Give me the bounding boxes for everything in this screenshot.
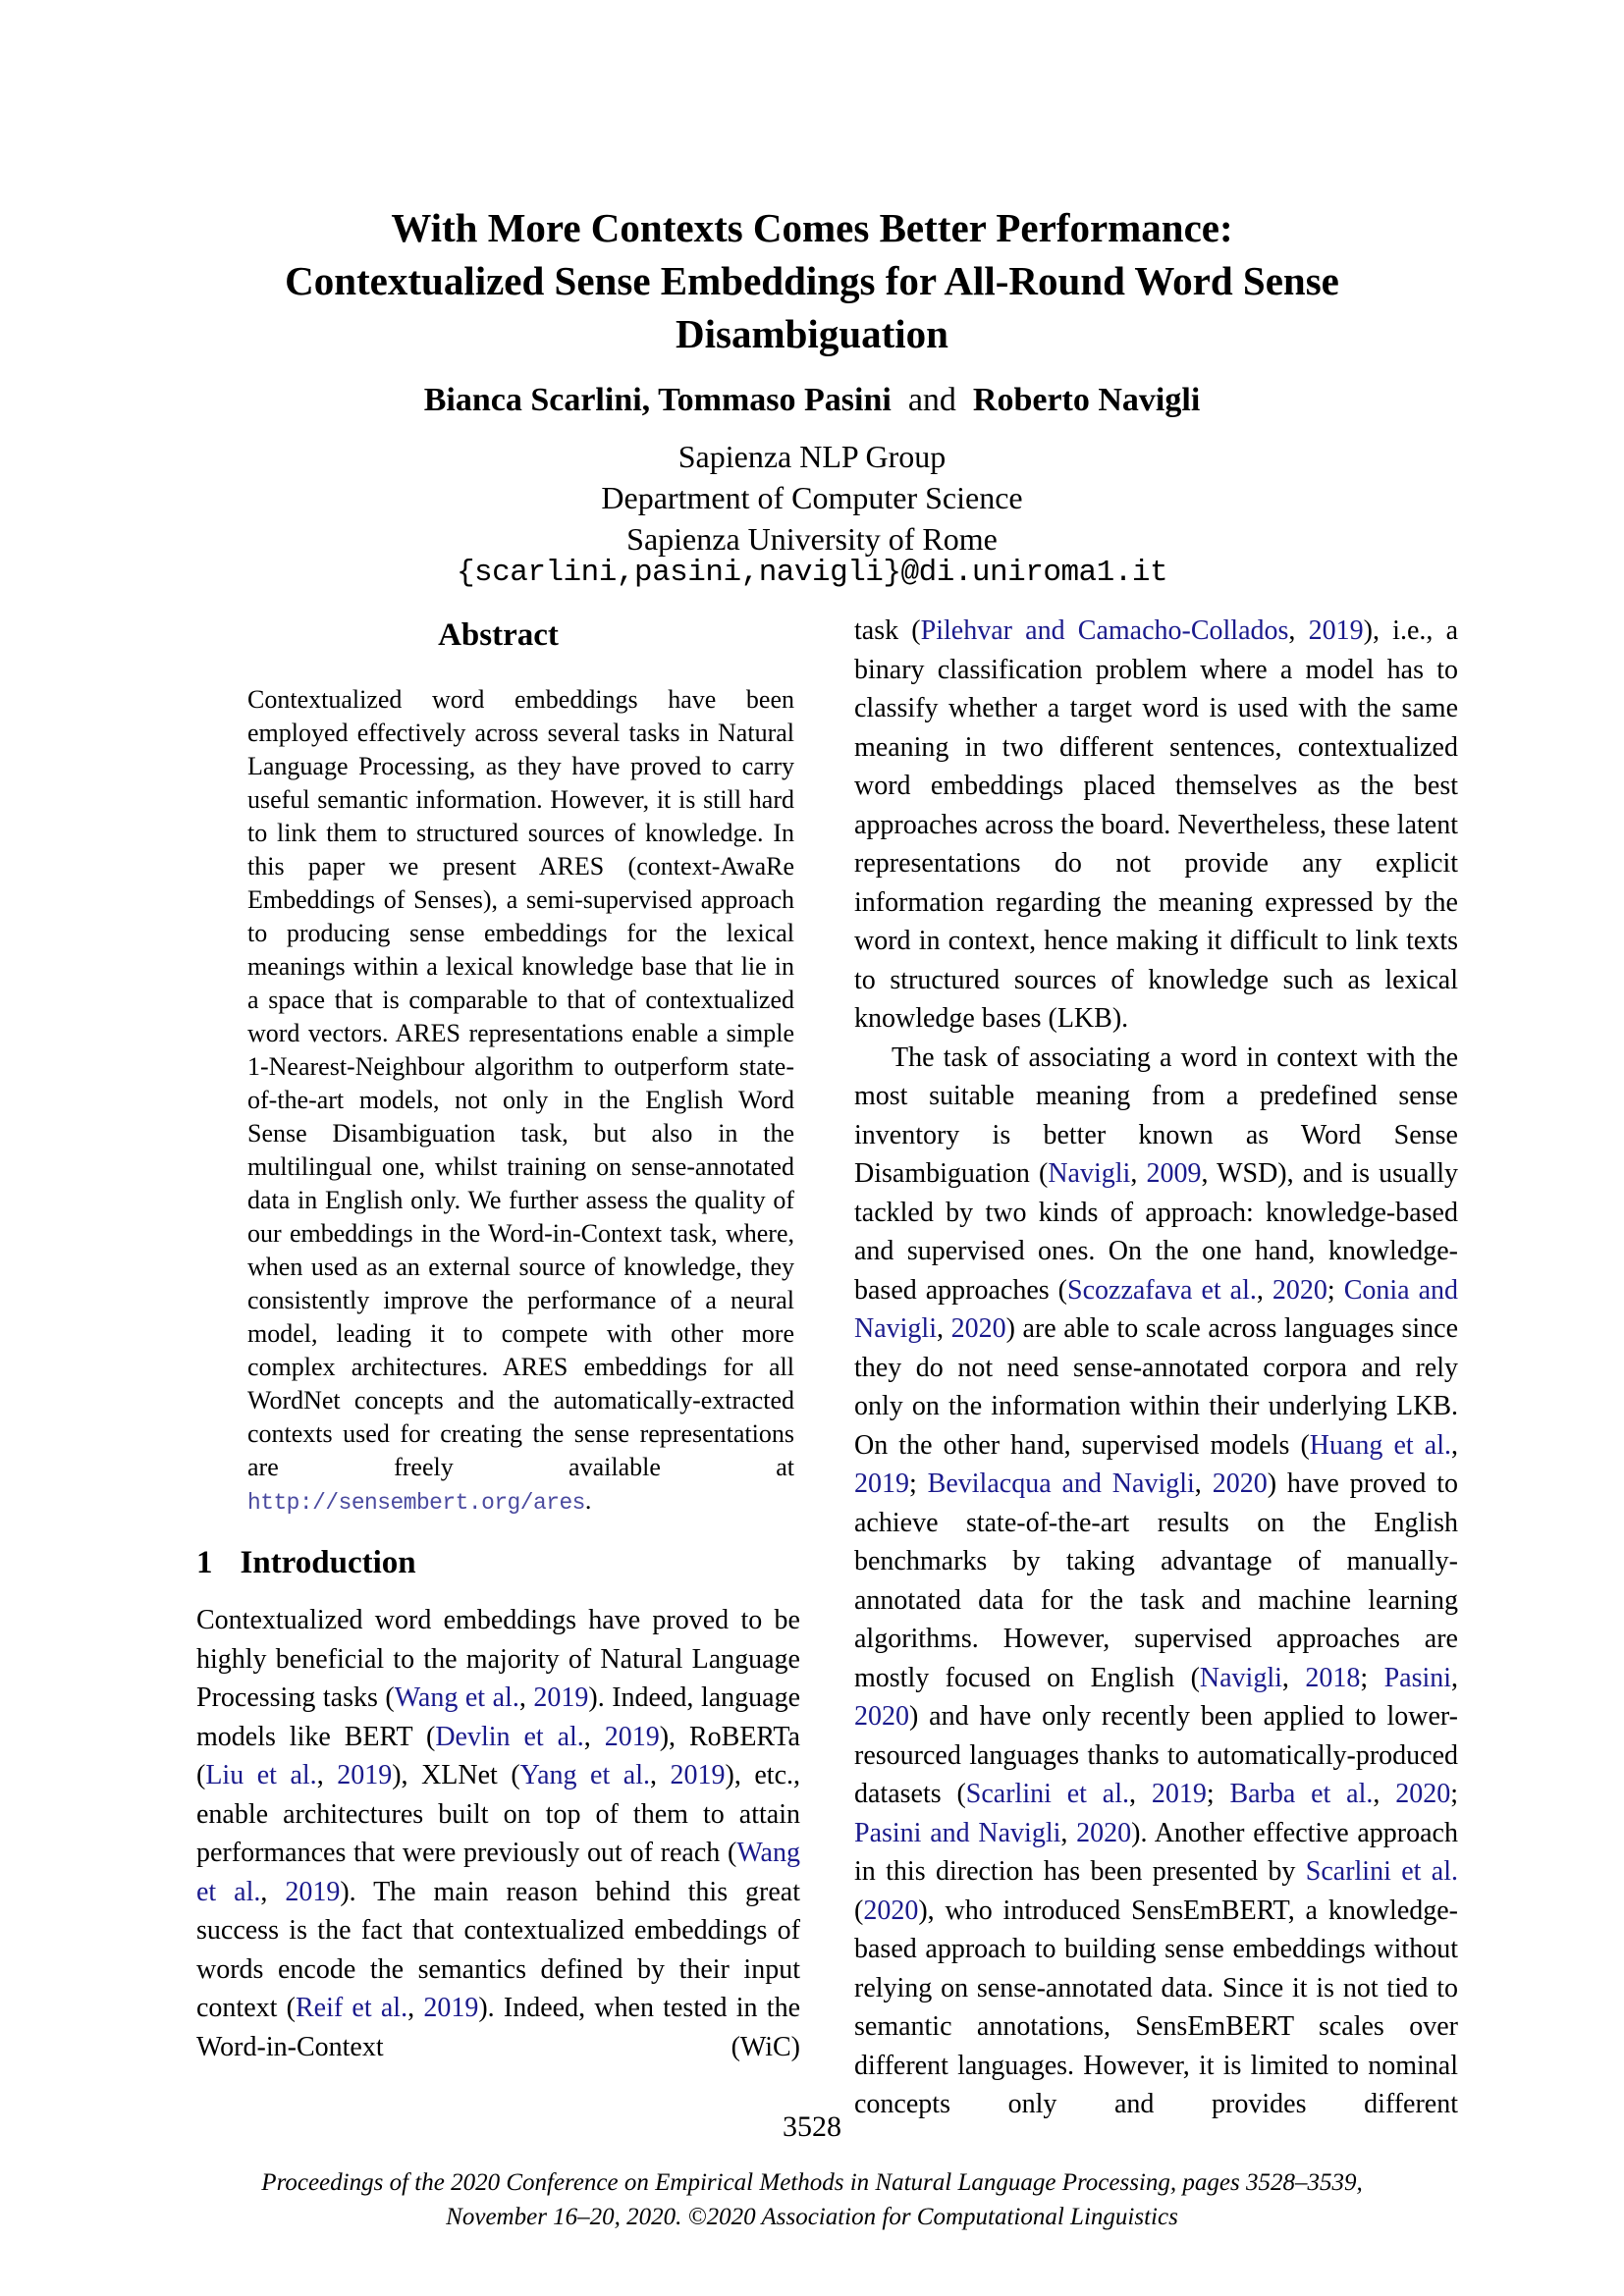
paper-title [0, 201, 1624, 360]
text-segment: , [649, 1760, 671, 1790]
text-segment: . [584, 1486, 592, 1515]
footer-copyright-line: November 16–20, 2020. ©2020 Association for Computational Linguistics [446, 2204, 1178, 2230]
text-segment: ). Indeed, when tested in the Word-in-Context (WiC) [196, 1993, 800, 2062]
citation-link[interactable]: 2019 [533, 1682, 589, 1713]
text-segment: ), XLNet ( [392, 1760, 520, 1790]
footer-proceedings-line: Proceedings of the 2020 Conference on Empirical Methods in Natural Language Processing, pages 3528–3539, [261, 2169, 1363, 2196]
citation-link[interactable]: 2019 [670, 1760, 726, 1790]
affiliation-university: Sapienza University of Rome [626, 521, 998, 557]
introduction-paragraph [196, 1601, 800, 2066]
text-segment: ). The main reason behind this great success is the fact that contextualized embeddings of words encode the semantics defined by their input context ( [196, 1876, 800, 2023]
body-paragraph-continued [854, 612, 1458, 1039]
citation-link[interactable]: 2009 [1146, 1158, 1202, 1189]
text-segment: , [583, 1721, 605, 1752]
text-segment: , [260, 1876, 286, 1907]
affiliation-department: Department of Computer Science [601, 480, 1023, 515]
text-segment: ) have proved to achieve state-of-the-art results on the English benchmarks by taking advantage of manually-annotated data for the task and machine learning algorithms. However, supervised approaches are mostly focused on English ( [854, 1468, 1458, 1693]
text-segment: ; [1326, 1274, 1344, 1306]
text-segment: ; [1206, 1779, 1230, 1809]
section-title: Introduction [240, 1545, 416, 1580]
text-segment: ). Another effective approach in this direction has been presented by [854, 1817, 1458, 1887]
citation-link[interactable]: Pilehvar and Camacho-Collados [920, 615, 1289, 646]
text-segment: ; [1360, 1662, 1384, 1693]
text-segment: , [316, 1760, 338, 1790]
left-column [196, 604, 800, 2145]
abstract-heading: Abstract [438, 617, 559, 653]
proceedings-footer [0, 2165, 1624, 2234]
citation-link[interactable]: Scozzafava et al. [1067, 1274, 1257, 1306]
author-emails[interactable]: {scarlini,pasini,navigli}@di.uniroma1.it [456, 556, 1168, 590]
text-segment: Bianca Scarlini, Tommaso Pasini [423, 382, 892, 418]
citation-link[interactable]: 2020 [1076, 1817, 1132, 1848]
citation-link[interactable]: Conia and Navigli [854, 1274, 1458, 1344]
text-segment: , [518, 1682, 534, 1713]
citation-link[interactable]: Barba et al. [1229, 1779, 1374, 1809]
text-segment: , WSD), and is usually tackled by two kinds of approach: knowledge-based and supervised ones. On the one hand, knowledge-based approaches ( [854, 1158, 1458, 1306]
affiliation-group: Sapienza NLP Group [677, 439, 947, 474]
citation-link[interactable]: 2020 [1212, 1468, 1268, 1499]
citation-link[interactable]: 2020 [950, 1313, 1006, 1344]
text-segment: , [1373, 1779, 1396, 1809]
text-segment: ), i.e., a binary classification problem where a model has to classify whether a target word is used with the same meaning in two different sentences, contextualized word embeddings placed themselves as the best approaches across the board. Nevertheless, these latent representations do not provide any explicit information regarding the meaning expressed by the word in context, hence making it difficult to link texts to structured sources of knowledge such as lexical knowledge bases (LKB). [854, 615, 1458, 1034]
text-segment: , [1128, 1779, 1152, 1809]
affiliation-block [0, 436, 1624, 560]
authors-line [0, 381, 1624, 420]
citation-link[interactable]: Devlin et al. [435, 1721, 584, 1752]
citation-link[interactable]: 2019 [423, 1993, 479, 2023]
text-segment: ). Indeed, language models like BERT ( [196, 1682, 800, 1752]
text-segment: ) are able to scale across languages since they do not need sense-annotated corpora and rely only on the information within their underlying LKB. On the other hand, supervised models ( [854, 1313, 1458, 1461]
citation-link[interactable]: 2019 [1308, 615, 1364, 646]
citation-link[interactable]: Wang et al. [196, 1838, 800, 1907]
right-column [854, 604, 1458, 2145]
text-segment: , [1060, 1817, 1077, 1848]
citation-link[interactable]: Pasini [1383, 1662, 1452, 1693]
citation-link[interactable]: 2020 [1272, 1274, 1327, 1306]
text-segment: , [1451, 1429, 1458, 1461]
section-number: 1 [196, 1545, 213, 1580]
paper-title-line-1: With More Contexts Comes Better Performance: [391, 205, 1233, 250]
text-segment: , [937, 1313, 951, 1344]
citation-link[interactable]: 2020 [854, 1701, 909, 1732]
abstract-paragraph [247, 683, 794, 1520]
text-segment: ; [909, 1468, 928, 1499]
text-segment: The task of associating a word in context with the most suitable meaning from a predefined sense inventory is better known as Word Sense Disambiguation ( [854, 1041, 1458, 1189]
citation-link[interactable]: Pasini and Navigli [854, 1817, 1061, 1848]
citation-link[interactable]: 2019 [337, 1760, 393, 1790]
text-segment: , [1281, 1662, 1306, 1693]
section-heading-introduction [196, 1545, 800, 1581]
citation-link[interactable]: 2019 [854, 1468, 909, 1499]
text-segment: ( [854, 1895, 864, 1926]
text-segment: ), etc., enable architectures built on top of them to attain performances that were previously out of reach ( [196, 1760, 800, 1868]
text-segment: , [1130, 1158, 1147, 1189]
text-segment: , [1256, 1274, 1272, 1306]
citation-link[interactable]: 2020 [863, 1895, 919, 1926]
two-column-body [196, 604, 1458, 2145]
text-segment: task ( [854, 615, 921, 646]
citation-link[interactable]: Yang et al. [519, 1760, 650, 1790]
paper-title-line-2: Contextualized Sense Embeddings for All-Round Word Sense [285, 258, 1339, 303]
citation-link[interactable]: Huang et al. [1309, 1429, 1451, 1461]
text-segment: ; [1450, 1779, 1458, 1809]
text-segment: ), who introduced SensEmBERT, a knowledge-based approach to building sense embeddings without relying on sense-annotated data. Since it is not tied to semantic annotations, SensEmBERT scales over different languages. However, it is limited to nominal concepts only and provides different [854, 1895, 1458, 2119]
citation-link[interactable]: Scarlini et al. [965, 1779, 1129, 1809]
citation-link[interactable]: 2019 [604, 1721, 660, 1752]
citation-link[interactable]: 2020 [1395, 1779, 1451, 1809]
citation-link[interactable]: Bevilacqua and Navigli [927, 1468, 1195, 1499]
text-segment: Roberto Navigli [972, 382, 1201, 418]
body-paragraph-wsd [854, 1039, 1458, 2124]
citation-link[interactable]: 2019 [1151, 1779, 1207, 1809]
text-segment: and [891, 382, 973, 418]
url-link[interactable]: http://sensembert.org/ares [247, 1490, 585, 1516]
citation-link[interactable]: Navigli [1048, 1158, 1131, 1189]
text-segment: ), RoBERTa ( [196, 1721, 800, 1790]
text-segment: Contextualized word embeddings have proved to be highly beneficial to the majority of Natural Language Processing tasks ( [196, 1605, 800, 1713]
citation-link[interactable]: Liu et al. [205, 1760, 317, 1790]
text-segment: , [1288, 615, 1309, 646]
paper-title-line-3: Disambiguation [676, 311, 948, 356]
citation-link[interactable]: Wang et al. [394, 1682, 519, 1713]
citation-link[interactable]: 2019 [285, 1876, 341, 1907]
text-segment: Contextualized word embeddings have been employed effectively across several tasks in Natural Language Processing, as they have proved to carry useful semantic information. However, it is still hard to link them to structured sources of knowledge. In this paper we present ARES (context-AwaRe Embeddings of Senses), a semi-supervised approach to producing sense embeddings for the lexical meanings within a lexical knowledge base that lie in a space that is comparable to that of contextualized word vectors. ARES representations enable a simple 1-Nearest-Neighbour algorithm to outperform state-of-the-art models, not only in the English Word Sense Disambiguation task, but also in the multilingual one, whilst training on sense-annotated data in English only. We further assess the quality of our embeddings in the Word-in-Context task, where, when used as an external source of knowledge, they consistently improve the performance of a neural model, leading it to compete with other more complex architectures. ARES embeddings for all WordNet concepts and the automatically-extracted contexts used for creating the sense representations are freely available at [247, 685, 794, 1481]
text-segment: , [1194, 1468, 1213, 1499]
citation-link[interactable]: Reif et al. [295, 1993, 408, 2023]
page-number: 3528 [783, 2110, 841, 2143]
citation-link[interactable]: Scarlini et al. [1305, 1856, 1458, 1887]
text-segment: , [1451, 1662, 1458, 1693]
text-segment: ) and have only recently been applied to lower-resourced languages thanks to automatically-produced datasets ( [854, 1701, 1458, 1809]
text-segment: , [407, 1993, 424, 2023]
citation-link[interactable]: 2018 [1305, 1662, 1361, 1693]
citation-link[interactable]: Navigli [1199, 1662, 1282, 1693]
